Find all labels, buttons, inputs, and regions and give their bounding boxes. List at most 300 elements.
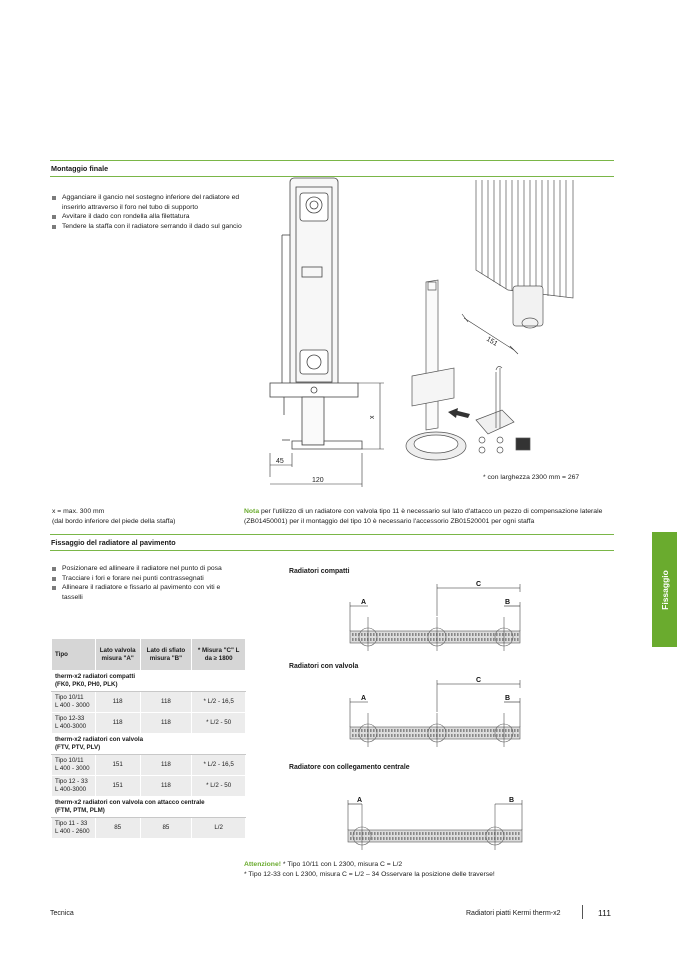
fin-slot	[475, 729, 477, 732]
fin-slot	[355, 638, 357, 641]
fin-slot	[382, 633, 384, 636]
fin-slot	[470, 837, 472, 840]
fin-slot	[371, 832, 373, 835]
fin-slot	[451, 734, 453, 737]
fin-slot	[361, 638, 363, 641]
fin-slot	[370, 633, 372, 636]
fin-slot	[418, 729, 420, 732]
fin-slot	[458, 832, 460, 835]
fin-slot	[457, 729, 459, 732]
fin-slot	[413, 837, 415, 840]
fin-slot	[467, 832, 469, 835]
table-row	[52, 755, 246, 776]
fin-slot	[404, 832, 406, 835]
fin-slot	[394, 729, 396, 732]
fin-slot	[476, 832, 478, 835]
group-title-line-1: therm-x2 radiatori con valvola	[55, 736, 144, 743]
fin-slot	[380, 837, 382, 840]
diagram-radiatori-valvola	[340, 672, 530, 752]
col-header-c: * Misura "C" L da ≥ 1800	[192, 639, 246, 671]
fin-slot	[415, 734, 417, 737]
radiator-body	[350, 631, 520, 643]
table-group-row	[52, 797, 246, 818]
fin-slot	[424, 729, 426, 732]
fin-slot	[379, 638, 381, 641]
fin-slot	[502, 729, 504, 732]
cell-c: L/2	[192, 818, 246, 839]
fin-slot	[364, 734, 366, 737]
dim-151-label: 151	[484, 335, 499, 348]
list-item: Agganciare il gancio nel sostegno inferiore del radiatore ed inserirlo attraverso il foro nel tubo di supporto	[52, 193, 242, 212]
fin-slot	[496, 729, 498, 732]
fin-slot	[452, 832, 454, 835]
diagram-title-centrale: Radiatore con collegamento centrale	[289, 764, 410, 771]
attenzione-note	[244, 860, 614, 880]
fin-slot	[509, 837, 511, 840]
fin-slot	[499, 638, 501, 641]
fin-slot	[460, 734, 462, 737]
fin-slot	[385, 633, 387, 636]
fin-slot	[508, 633, 510, 636]
fin-slot	[385, 638, 387, 641]
fin-slot	[478, 633, 480, 636]
fin-slot	[356, 832, 358, 835]
fin-slot	[463, 638, 465, 641]
fin-slot	[379, 729, 381, 732]
fin-slot	[410, 832, 412, 835]
fin-slot	[394, 633, 396, 636]
fin-slot	[412, 729, 414, 732]
fin-slot	[388, 638, 390, 641]
fin-slot	[433, 734, 435, 737]
fin-slot	[430, 729, 432, 732]
fin-slot	[421, 729, 423, 732]
fin-slot	[451, 729, 453, 732]
fin-slot	[446, 837, 448, 840]
fin-slot	[439, 734, 441, 737]
montaggio-steps	[52, 193, 242, 231]
col-header-tipo: Tipo	[52, 639, 96, 671]
fin-slot	[424, 633, 426, 636]
cell-c: * L/2 - 16,5	[192, 755, 246, 776]
fin-slot	[391, 734, 393, 737]
fin-slot	[500, 832, 502, 835]
fin-slot	[475, 633, 477, 636]
cell-a: 151	[95, 776, 140, 797]
fin-slot	[379, 633, 381, 636]
fin-slot	[464, 832, 466, 835]
fin-slot	[400, 729, 402, 732]
fin-slot	[505, 734, 507, 737]
fin-slot	[460, 638, 462, 641]
fin-slot	[403, 638, 405, 641]
fin-slot	[466, 633, 468, 636]
fin-slot	[443, 837, 445, 840]
attenzione-line-2: * Tipo 12-33 con L 2300, misura C = L/2 – 34 Osservare la posizione delle traverse!	[244, 871, 495, 878]
cell-a: 85	[95, 818, 140, 839]
cell-b: 118	[140, 692, 192, 713]
fin-slot	[490, 638, 492, 641]
fin-slot	[454, 734, 456, 737]
fin-slot	[350, 832, 352, 835]
fin-slot	[467, 837, 469, 840]
fin-slot	[493, 729, 495, 732]
fin-slot	[398, 837, 400, 840]
fin-slot	[442, 729, 444, 732]
fin-slot	[410, 837, 412, 840]
dim-b-label: B	[509, 797, 515, 804]
fin-slot	[401, 837, 403, 840]
fin-slot	[449, 837, 451, 840]
fin-slot	[428, 832, 430, 835]
dim-b-label: B	[505, 599, 511, 606]
side-tab-label: Fissaggio	[659, 569, 670, 610]
fin-slot	[448, 729, 450, 732]
fin-slot	[422, 832, 424, 835]
fin-slot	[461, 832, 463, 835]
table-row	[52, 713, 246, 734]
fin-slot	[488, 837, 490, 840]
fin-slot	[472, 638, 474, 641]
fin-slot	[463, 633, 465, 636]
fin-slot	[484, 633, 486, 636]
cell-tipo: Tipo 10/11 L 400 - 3000	[52, 755, 96, 776]
diagram-collegamento-centrale	[340, 782, 530, 854]
dim-45-label: 45	[276, 458, 284, 465]
fin-slot	[424, 638, 426, 641]
fin-slot	[395, 837, 397, 840]
fin-slot	[370, 729, 372, 732]
fin-slot	[493, 633, 495, 636]
fin-slot	[466, 734, 468, 737]
fin-slot	[440, 837, 442, 840]
fin-slot	[496, 633, 498, 636]
diag-body	[348, 800, 522, 850]
fin-slot	[463, 729, 465, 732]
attenzione-label: Attenzione!	[244, 861, 282, 868]
fin-slot	[364, 633, 366, 636]
diagram-radiatori-compatti	[340, 576, 530, 656]
fin-slot	[373, 638, 375, 641]
fin-slot	[374, 832, 376, 835]
fin-slot	[439, 638, 441, 641]
fin-slot	[476, 837, 478, 840]
fin-slot	[415, 633, 417, 636]
fin-slot	[383, 837, 385, 840]
fin-slot	[394, 638, 396, 641]
fin-slot	[361, 734, 363, 737]
fin-slot	[448, 638, 450, 641]
fin-slot	[400, 638, 402, 641]
fin-slot	[454, 638, 456, 641]
fin-slot	[406, 729, 408, 732]
nota-text: per l'utilizzo di un radiatore con valvola tipo 11 è necessario sul lato d'attacco un pezzo di compensazione laterale (ZB01450001) per il montaggio del tipo 10 è necessario l'accessorio ZB01520001 per ogni staffa	[244, 508, 603, 525]
fin-slot	[412, 734, 414, 737]
fin-slot	[437, 832, 439, 835]
fin-slot	[370, 638, 372, 641]
fissaggio-steps	[52, 564, 237, 602]
fin-slot	[389, 837, 391, 840]
group-title-line-2: (FTV, PTV, PLV)	[55, 744, 101, 751]
fin-slot	[415, 638, 417, 641]
fin-slot	[479, 837, 481, 840]
fin-slot	[440, 832, 442, 835]
fin-slot	[401, 832, 403, 835]
fin-slot	[371, 837, 373, 840]
fin-slot	[496, 638, 498, 641]
fin-slot	[361, 729, 363, 732]
fin-slot	[437, 837, 439, 840]
fin-slot	[517, 729, 519, 732]
diag-body	[350, 680, 520, 747]
dim-c-label: C	[476, 581, 482, 588]
dim-a-label: A	[361, 695, 367, 702]
fin-slot	[452, 837, 454, 840]
dim-a-label: A	[357, 797, 363, 804]
fin-slot	[373, 729, 375, 732]
diagram-title-compatti: Radiatori compatti	[289, 568, 350, 575]
fin-slot	[433, 638, 435, 641]
page-number: 111	[598, 908, 611, 918]
fin-slot	[379, 734, 381, 737]
fin-slot	[431, 832, 433, 835]
col-header-a: Lato valvola misura "A"	[95, 639, 140, 671]
fin-slot	[506, 837, 508, 840]
fin-slot	[512, 832, 514, 835]
fin-slot	[488, 832, 490, 835]
fin-slot	[356, 837, 358, 840]
fin-slot	[352, 729, 354, 732]
section-heading-montaggio: Montaggio finale	[50, 160, 614, 177]
diagram-title-valvola: Radiatori con valvola	[289, 663, 359, 670]
fin-slot	[457, 638, 459, 641]
fin-slot	[460, 633, 462, 636]
fin-slot	[505, 729, 507, 732]
fin-slot	[415, 729, 417, 732]
fin-slot	[404, 837, 406, 840]
group-title	[52, 671, 246, 692]
group-title	[52, 734, 246, 755]
fin-slot	[352, 633, 354, 636]
fin-slot	[442, 734, 444, 737]
fin-slot	[391, 633, 393, 636]
fin-slot	[478, 734, 480, 737]
fin-slot	[364, 638, 366, 641]
dim-b-label: B	[505, 695, 511, 702]
fin-slot	[491, 837, 493, 840]
fin-slot	[484, 638, 486, 641]
fin-slot	[419, 832, 421, 835]
fin-slot	[487, 638, 489, 641]
fin-slot	[470, 832, 472, 835]
fin-slot	[514, 734, 516, 737]
x-note-line-1: x = max. 300 mm	[52, 508, 105, 515]
fin-slot	[428, 837, 430, 840]
dim-x-label: x	[369, 415, 376, 419]
fin-slot	[475, 734, 477, 737]
fin-slot	[508, 734, 510, 737]
fin-slot	[464, 837, 466, 840]
fin-slot	[508, 729, 510, 732]
group-title-line-1: therm-x2 radiatori con valvola con attacco centrale	[55, 799, 205, 806]
list-item: Tendere la staffa con il radiatore serrando il dado sul gancio	[52, 222, 242, 232]
fin-slot	[385, 729, 387, 732]
fin-slot	[499, 729, 501, 732]
fin-slot	[472, 633, 474, 636]
side-tab-fissaggio[interactable]	[652, 532, 677, 647]
fin-slot	[457, 633, 459, 636]
fin-slot	[422, 837, 424, 840]
footer-divider	[582, 905, 583, 919]
fin-slot	[475, 638, 477, 641]
fin-slot	[418, 734, 420, 737]
fin-slot	[365, 832, 367, 835]
list-item: Tracciare i fori e forare nei punti contrassegnati	[52, 574, 237, 584]
fin-slot	[400, 734, 402, 737]
fin-slot	[425, 837, 427, 840]
fin-slot	[487, 729, 489, 732]
fin-slot	[434, 837, 436, 840]
fin-slot	[412, 633, 414, 636]
fin-slot	[377, 832, 379, 835]
fin-slot	[490, 729, 492, 732]
fin-slot	[457, 734, 459, 737]
fin-slot	[500, 837, 502, 840]
radiator-body	[350, 727, 520, 739]
fin-slot	[448, 633, 450, 636]
fin-slot	[512, 837, 514, 840]
table-header-row	[52, 639, 246, 671]
fin-slot	[388, 729, 390, 732]
fin-slot	[518, 837, 520, 840]
fin-slot	[439, 729, 441, 732]
fin-slot	[442, 633, 444, 636]
fin-slot	[350, 837, 352, 840]
fin-slot	[479, 832, 481, 835]
fin-slot	[412, 638, 414, 641]
fin-slot	[493, 734, 495, 737]
table-group-row	[52, 671, 246, 692]
fin-slot	[517, 633, 519, 636]
fin-slot	[451, 633, 453, 636]
fin-slot	[373, 633, 375, 636]
fin-slot	[478, 638, 480, 641]
group-title-line-2: (FTM, PTM, PLM)	[55, 807, 105, 814]
fin-slot	[514, 633, 516, 636]
figure-footnote: * con larghezza 2300 mm = 267	[483, 474, 580, 481]
fin-slot	[443, 832, 445, 835]
fin-slot	[460, 729, 462, 732]
fin-slot	[418, 633, 420, 636]
fin-slot	[352, 638, 354, 641]
group-title-line-2: (FK0, PK0, PH0, PLK)	[55, 681, 118, 688]
fin-slot	[491, 832, 493, 835]
table-row	[52, 776, 246, 797]
radiator-body	[348, 830, 522, 842]
col-header-b: Lato di sfiato misura "B"	[140, 639, 192, 671]
group-title	[52, 797, 246, 818]
fin-slot	[458, 837, 460, 840]
fin-slot	[416, 832, 418, 835]
x-note-line-2: (dal bordo inferiore del piede della staffa)	[52, 518, 176, 525]
fin-slot	[365, 837, 367, 840]
fin-slot	[431, 837, 433, 840]
fin-slot	[455, 832, 457, 835]
fin-slot	[409, 734, 411, 737]
fin-slot	[388, 734, 390, 737]
fin-slot	[481, 734, 483, 737]
fin-slot	[413, 832, 415, 835]
fin-slot	[505, 638, 507, 641]
fin-slot	[518, 832, 520, 835]
fin-slot	[455, 837, 457, 840]
fin-slot	[463, 734, 465, 737]
section-heading-fissaggio: Fissaggio del radiatore al pavimento	[50, 534, 614, 551]
cell-a: 118	[95, 692, 140, 713]
fin-slot	[385, 734, 387, 737]
fin-slot	[400, 633, 402, 636]
fin-slot	[439, 633, 441, 636]
fin-slot	[517, 734, 519, 737]
fin-slot	[508, 638, 510, 641]
cell-tipo: Tipo 12-33 L 400-3000	[52, 713, 96, 734]
fin-slot	[466, 729, 468, 732]
fin-slot	[448, 734, 450, 737]
fin-slot	[368, 837, 370, 840]
fin-slot	[352, 734, 354, 737]
fin-slot	[386, 837, 388, 840]
fin-slot	[382, 638, 384, 641]
table-row	[52, 692, 246, 713]
fin-slot	[469, 633, 471, 636]
fin-slot	[497, 837, 499, 840]
fin-slot	[397, 633, 399, 636]
fin-slot	[397, 729, 399, 732]
fin-slot	[466, 638, 468, 641]
attenzione-text-1: * Tipo 10/11 con L 2300, misura C = L/2	[281, 861, 403, 868]
mounting-dimensions-table	[51, 638, 246, 839]
fin-slot	[442, 638, 444, 641]
fin-slot	[487, 633, 489, 636]
fin-slot	[361, 633, 363, 636]
cell-c: * L/2 - 50	[192, 713, 246, 734]
fin-slot	[469, 734, 471, 737]
fin-slot	[478, 729, 480, 732]
fin-slot	[394, 734, 396, 737]
cell-tipo: Tipo 11 - 33 L 400 - 2600	[52, 818, 96, 839]
cell-a: 151	[95, 755, 140, 776]
fin-slot	[355, 633, 357, 636]
fin-slot	[449, 832, 451, 835]
fin-slot	[388, 633, 390, 636]
cell-a: 118	[95, 713, 140, 734]
dim-a-label: A	[361, 599, 367, 606]
fin-slot	[380, 832, 382, 835]
fin-slot	[433, 633, 435, 636]
fin-slot	[496, 734, 498, 737]
nota-label: Nota	[244, 508, 260, 515]
fin-slot	[454, 729, 456, 732]
bracket-exploded-perspective-drawing	[398, 178, 588, 468]
fin-slot	[374, 837, 376, 840]
fin-slot	[430, 734, 432, 737]
fin-slot	[370, 734, 372, 737]
footer-title: Radiatori piatti Kermi therm-x2	[466, 910, 561, 917]
cell-b: 118	[140, 713, 192, 734]
fin-slot	[391, 729, 393, 732]
fin-slot	[377, 837, 379, 840]
fin-slot	[391, 638, 393, 641]
